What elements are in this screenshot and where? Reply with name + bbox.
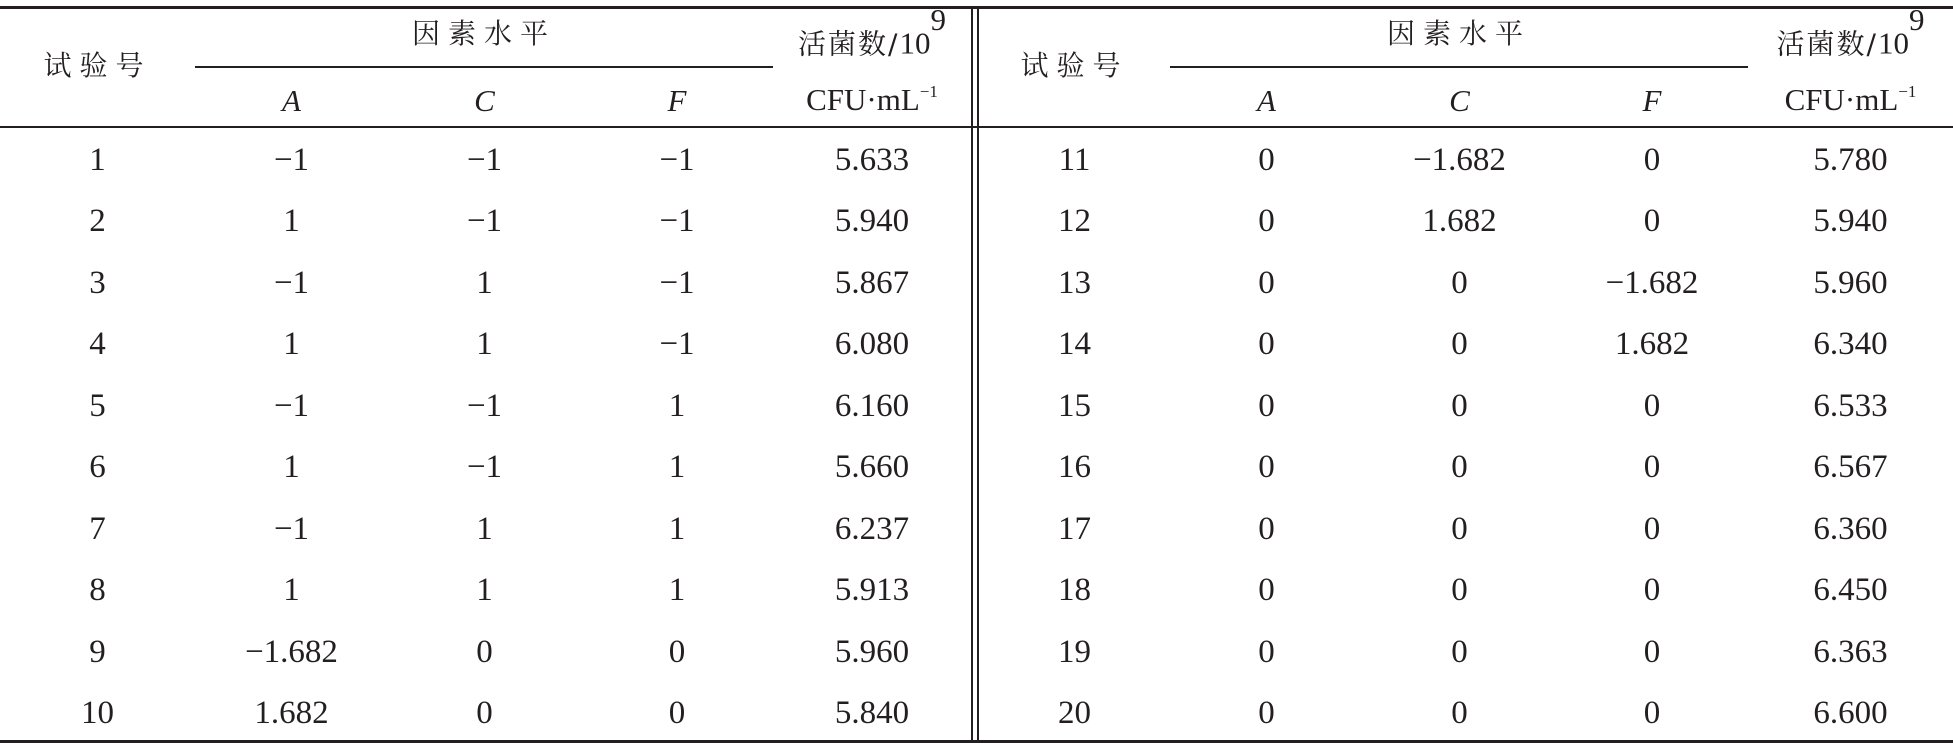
left-row-2-trial-no: 2 <box>89 203 106 239</box>
left-row-3-factor-c: 1 <box>476 265 493 301</box>
left-row-4-trial-no: 4 <box>89 326 106 362</box>
right-row-8-factor-f: 0 <box>1643 572 1661 608</box>
right-row-7-factor-a: 0 <box>1258 511 1275 547</box>
header-factor-a-left: A <box>282 83 301 118</box>
left-row-9-factor-a: −1.682 <box>245 634 338 670</box>
right-row-7-factor-c: 0 <box>1451 511 1468 547</box>
right-row-10-factor-c: 0 <box>1451 695 1468 731</box>
right-row-5-trial-no: 15 <box>1058 388 1091 424</box>
right-row-6-factor-a: 0 <box>1258 449 1275 485</box>
left-row-1-viable-count: 5.633 <box>834 142 910 178</box>
right-row-6-trial-no: 16 <box>1058 449 1091 485</box>
header-factor-a-right: A <box>1257 83 1276 118</box>
header-factor-c-right: C <box>1449 83 1470 118</box>
right-row-3-factor-c: 0 <box>1451 265 1468 301</box>
left-row-9-factor-f: 0 <box>668 634 686 670</box>
right-row-2-factor-f: 0 <box>1643 203 1661 239</box>
viable-count-label: 活菌数/ <box>1776 27 1878 61</box>
right-row-9-viable-count: 6.363 <box>1813 634 1888 670</box>
right-row-9-factor-f: 0 <box>1643 634 1661 670</box>
right-row-9-factor-a: 0 <box>1258 634 1275 670</box>
left-row-1-trial-no: 1 <box>89 142 106 178</box>
left-row-6-factor-f: 1 <box>668 449 686 485</box>
left-row-10-factor-f: 0 <box>668 695 686 731</box>
right-row-7-trial-no: 17 <box>1058 511 1091 547</box>
left-row-7-viable-count: 6.237 <box>834 511 910 547</box>
left-row-4-viable-count: 6.080 <box>834 326 910 362</box>
double-rule-line-1 <box>971 8 973 742</box>
left-row-4-factor-f: −1 <box>659 326 695 362</box>
right-row-6-factor-f: 0 <box>1643 449 1661 485</box>
right-row-9-factor-c: 0 <box>1451 634 1468 670</box>
factor-level-rule-left <box>195 66 773 68</box>
left-row-7-factor-f: 1 <box>668 511 686 547</box>
left-row-4-factor-a: 1 <box>283 326 300 362</box>
right-row-2-factor-a: 0 <box>1258 203 1275 239</box>
left-row-4-factor-c: 1 <box>476 326 493 362</box>
header-factor-level-right: 因素水平 <box>1386 17 1531 50</box>
left-row-5-viable-count: 6.160 <box>834 388 910 424</box>
viable-count-label: 活菌数/ <box>798 27 900 61</box>
header-factor-level-left: 因素水平 <box>411 17 556 50</box>
left-row-2-factor-c: −1 <box>466 203 503 239</box>
left-row-3-viable-count: 5.867 <box>834 265 910 301</box>
header-unit-right <box>1748 84 1953 115</box>
left-row-6-factor-c: −1 <box>466 449 503 485</box>
right-row-10-factor-a: 0 <box>1258 695 1275 731</box>
left-row-1-factor-f: −1 <box>659 142 695 178</box>
left-row-2-factor-f: −1 <box>659 203 695 239</box>
right-row-5-factor-c: 0 <box>1451 388 1468 424</box>
left-row-3-factor-a: −1 <box>273 265 310 301</box>
right-row-1-viable-count: 5.780 <box>1813 142 1888 178</box>
left-row-6-viable-count: 5.660 <box>834 449 910 485</box>
right-row-9-trial-no: 19 <box>1058 634 1091 670</box>
viable-count-power-exp: 9 <box>1908 2 1925 37</box>
left-row-10-viable-count: 5.840 <box>834 695 910 731</box>
viable-count-power-base: 10 <box>1877 25 1909 61</box>
header-factor-c-left: C <box>474 83 495 118</box>
right-row-2-viable-count: 5.940 <box>1813 203 1888 239</box>
right-row-4-viable-count: 6.340 <box>1813 326 1888 362</box>
right-row-7-viable-count: 6.360 <box>1813 511 1888 547</box>
left-row-7-trial-no: 7 <box>89 511 106 547</box>
left-row-5-factor-c: −1 <box>466 388 503 424</box>
left-row-8-trial-no: 8 <box>89 572 106 608</box>
double-rule-line-2 <box>977 8 979 742</box>
right-row-3-viable-count: 5.960 <box>1813 265 1888 301</box>
left-row-8-viable-count: 5.913 <box>834 572 910 608</box>
left-row-5-factor-a: −1 <box>273 388 310 424</box>
factor-level-rule-right <box>1170 66 1748 68</box>
left-row-2-factor-a: 1 <box>283 203 300 239</box>
left-row-1-factor-c: −1 <box>466 142 503 178</box>
right-row-6-factor-c: 0 <box>1451 449 1468 485</box>
left-row-3-factor-f: −1 <box>659 265 695 301</box>
left-row-2-viable-count: 5.940 <box>834 203 910 239</box>
unit-exp: −1 <box>919 82 938 102</box>
right-row-3-trial-no: 13 <box>1058 265 1091 301</box>
left-row-3-trial-no: 3 <box>89 265 106 301</box>
header-factor-f-right: F <box>1642 83 1662 118</box>
left-row-8-factor-c: 1 <box>476 572 493 608</box>
right-row-1-factor-f: 0 <box>1643 142 1661 178</box>
left-row-9-trial-no: 9 <box>89 634 106 670</box>
right-row-8-factor-a: 0 <box>1258 572 1275 608</box>
left-row-1-factor-a: −1 <box>273 142 310 178</box>
left-row-5-trial-no: 5 <box>89 388 106 424</box>
right-row-3-factor-a: 0 <box>1258 265 1275 301</box>
right-row-8-factor-c: 0 <box>1451 572 1468 608</box>
right-row-5-factor-a: 0 <box>1258 388 1275 424</box>
unit-exp: −1 <box>1898 82 1917 102</box>
right-row-6-viable-count: 6.567 <box>1813 449 1888 485</box>
left-row-8-factor-a: 1 <box>283 572 300 608</box>
right-row-3-factor-f: −1.682 <box>1605 265 1699 301</box>
right-row-2-factor-c: 1.682 <box>1422 203 1497 239</box>
unit-base: CFU·mL <box>806 82 920 117</box>
header-trial-left: 试验号 <box>43 49 152 82</box>
right-row-7-factor-f: 0 <box>1643 511 1661 547</box>
left-row-7-factor-a: −1 <box>273 511 310 547</box>
header-unit-left <box>773 84 971 115</box>
viable-count-power-base: 10 <box>899 25 931 61</box>
right-row-4-factor-f: 1.682 <box>1614 326 1690 362</box>
right-row-10-trial-no: 20 <box>1058 695 1091 731</box>
left-row-10-trial-no: 10 <box>81 695 114 731</box>
left-row-7-factor-c: 1 <box>476 511 493 547</box>
left-row-6-trial-no: 6 <box>89 449 106 485</box>
left-row-8-factor-f: 1 <box>668 572 686 608</box>
right-row-4-factor-c: 0 <box>1451 326 1468 362</box>
right-row-4-trial-no: 14 <box>1058 326 1091 362</box>
unit-base: CFU·mL <box>1784 82 1899 117</box>
right-row-1-trial-no: 11 <box>1058 142 1091 178</box>
header-viable-count-left <box>773 2 971 61</box>
right-row-10-factor-f: 0 <box>1643 695 1661 731</box>
left-row-9-viable-count: 5.960 <box>834 634 910 670</box>
right-row-1-factor-a: 0 <box>1258 142 1275 178</box>
left-row-6-factor-a: 1 <box>283 449 300 485</box>
left-row-5-factor-f: 1 <box>668 388 686 424</box>
right-row-8-viable-count: 6.450 <box>1813 572 1888 608</box>
left-row-10-factor-c: 0 <box>476 695 493 731</box>
header-trial-right: 试验号 <box>1020 49 1129 82</box>
viable-count-power-exp: 9 <box>930 2 946 37</box>
left-row-10-factor-a: 1.682 <box>254 695 329 731</box>
right-row-10-viable-count: 6.600 <box>1813 695 1888 731</box>
right-row-8-trial-no: 18 <box>1058 572 1091 608</box>
header-viable-count-right <box>1748 2 1953 61</box>
right-row-5-factor-f: 0 <box>1643 388 1661 424</box>
right-row-5-viable-count: 6.533 <box>1813 388 1888 424</box>
left-row-9-factor-c: 0 <box>476 634 493 670</box>
right-row-4-factor-a: 0 <box>1258 326 1275 362</box>
header-factor-f-left: F <box>667 83 687 118</box>
right-row-1-factor-c: −1.682 <box>1413 142 1506 178</box>
right-row-2-trial-no: 12 <box>1058 203 1091 239</box>
